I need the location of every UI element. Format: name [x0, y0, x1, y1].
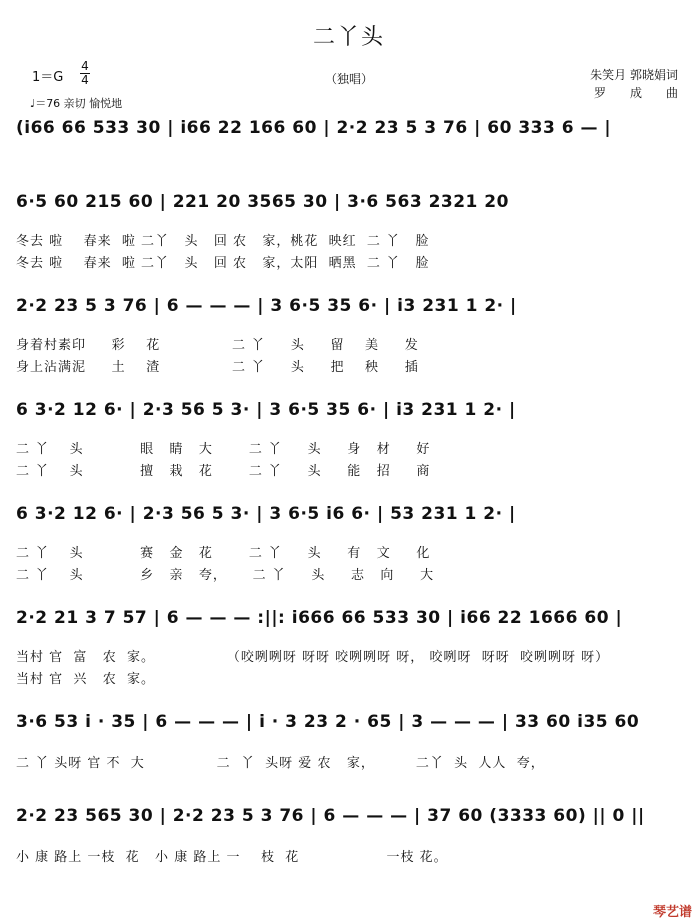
notation-line: 6 3·2 12 6· | 2·3 56 5 3· | 3 6·5 35 6· | i3 231 1 2· | — [16, 400, 516, 420]
lyricist-credit: 朱笑月 郭晓娟词 — [590, 68, 678, 82]
performance-type: （独唱） — [324, 72, 373, 86]
key-signature: 1＝G — [32, 70, 64, 85]
notation-line: (i66 66 533 30 | i66 22 166 60 | 2·2 23 5 3 76 | 60 333 6 — | — [16, 118, 612, 138]
lyric-line-2: 二 丫 头 擅 栽 花 二 丫 头 能 招 商 — [16, 464, 431, 479]
lyric-line-1: 当村 官 富 农 家。 （咬咧咧呀 呀呀 咬咧咧呀 呀， 咬咧呀 呀呀 咬咧咧呀 呀） — [16, 650, 610, 665]
lyric-line-2: 当村 官 兴 农 家。 — [16, 672, 156, 687]
notation-line: 6 3·2 12 6· | 2·3 56 5 3· | 3 6·5 i6 6· | 53 231 1 2· | — [16, 504, 516, 524]
notation-line: 3·6 53 i · 35 | 6 — — — | i · 3 23 2 · 65 | 3 — — — | 33 60 i35 60 — [16, 712, 640, 732]
lyric-line-1: 二 丫 头 赛 金 花 二 丫 头 有 文 化 — [16, 546, 431, 561]
time-signature-bottom: 4 — [81, 73, 89, 87]
lyric-line-1: 冬去 啦 春来 啦 二丫 头 回 农 家，桃花 映红 二 丫 脸 — [16, 234, 430, 249]
lyric-line-2: 身上沾满泥 土 渣 二 丫 头 把 秧 插 — [16, 360, 419, 375]
notation-line: 2·2 23 565 30 | 2·2 23 5 3 76 | 6 — — — | 37 60 (3333 60) || 0 || — [16, 806, 645, 826]
composer-credit: 罗 成 曲 — [593, 86, 678, 100]
lyric-line-1: 二 丫 头 眼 睛 大 二 丫 头 身 材 好 — [16, 442, 431, 457]
notation-line: 2·2 21 3 7 57 | 6 — — — :||: i666 66 533 30 | i66 22 1666 60 | — [16, 608, 623, 628]
tempo-marking: ♩＝76 亲切 愉悦地 — [30, 97, 123, 110]
time-signature — [80, 60, 90, 87]
site-watermark: 琴艺谱 — [652, 905, 692, 920]
song-title: 二丫头 — [312, 25, 385, 50]
lyric-line-2: 冬去 啦 春来 啦 二丫 头 回 农 家，太阳 晒黑 二 丫 脸 — [16, 256, 430, 271]
notation-line: 2·2 23 5 3 76 | 6 — — — | 3 6·5 35 6· | i3 231 1 2· | — [16, 296, 517, 316]
lyric-line-1: 身着村素印 彩 花 二 丫 头 留 美 发 — [16, 338, 419, 353]
notation-line: 6·5 60 215 60 | 221 20 3565 30 | 3·6 563 2321 20 — [16, 192, 509, 212]
lyric-line-2: 二 丫 头 乡 亲 夸， 二 丫 头 志 向 大 — [16, 568, 435, 583]
lyric-line-1: 二 丫 头呀 官 不 大 二 丫 头呀 爱 农 家， 二丫 头 人人 夸， — [16, 756, 545, 771]
lyric-line-1: 小 康 路上 一枝 花 小 康 路上 一 枝 花 一枝 花。 — [16, 850, 448, 865]
credits — [590, 66, 678, 102]
time-signature-top: 4 — [81, 59, 89, 73]
